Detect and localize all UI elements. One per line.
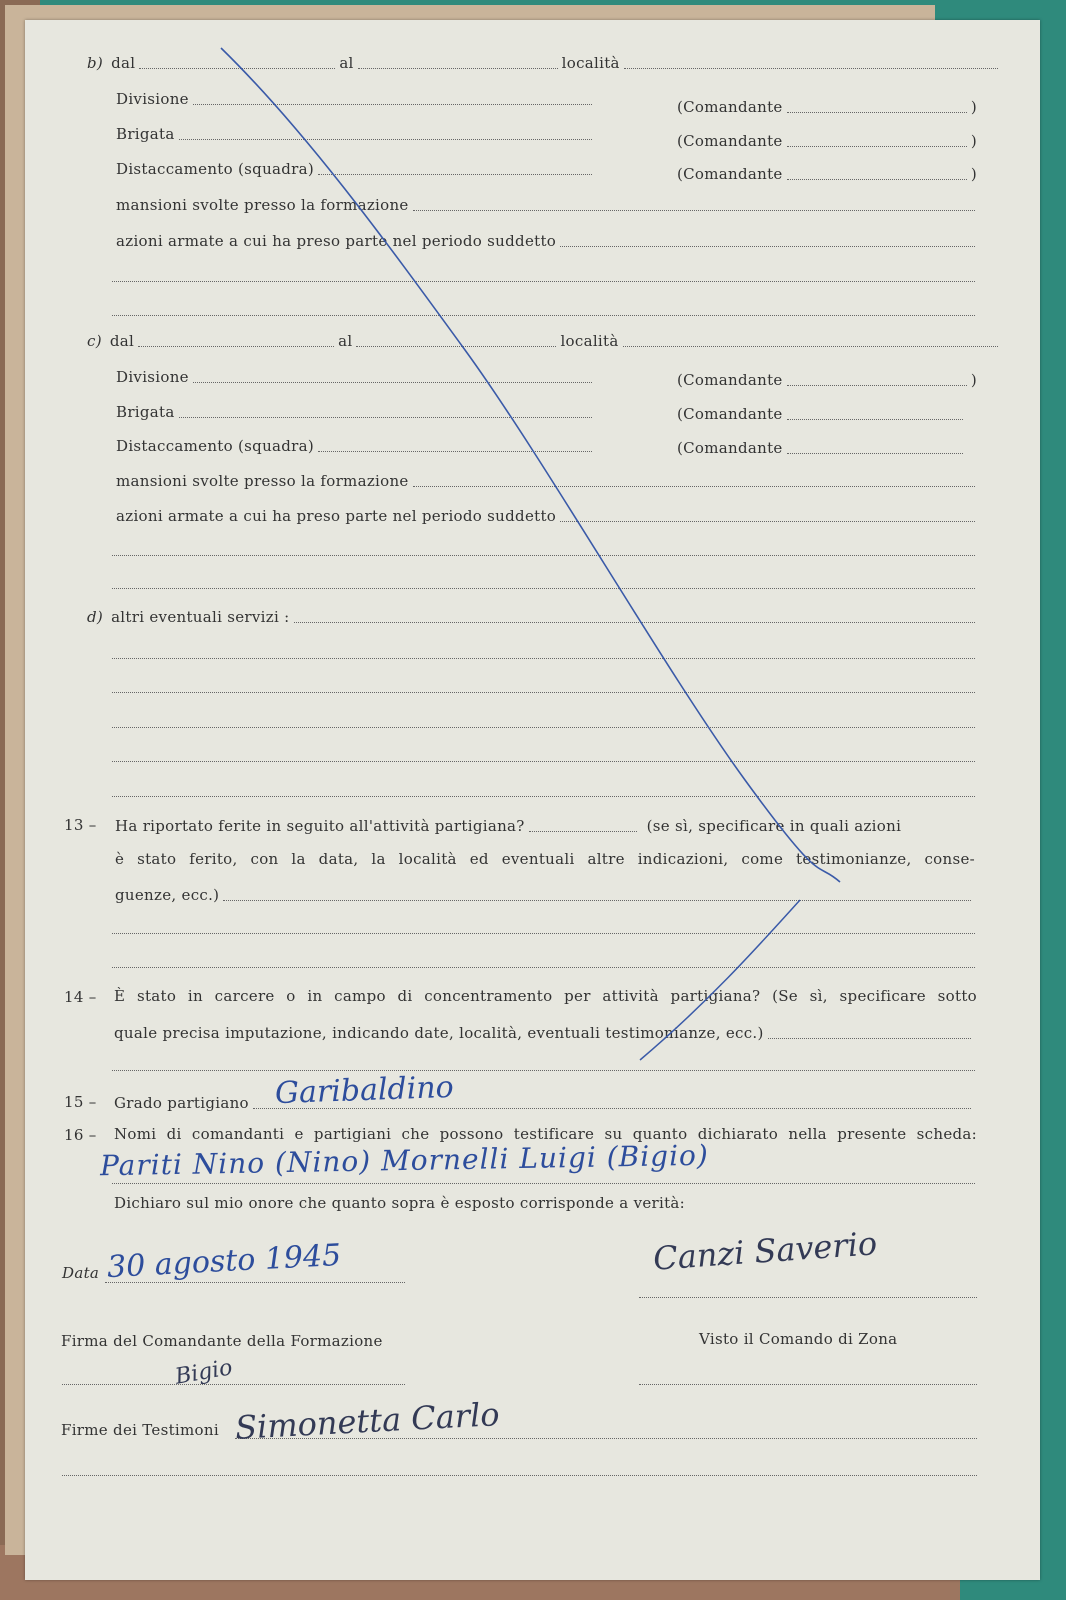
distaccamento-label: Distaccamento (squadra) <box>116 160 315 178</box>
witness-signature-2: Simonetta Carlo <box>234 1395 501 1447</box>
distaccamento-label: Distaccamento (squadra) <box>116 437 315 455</box>
data-label: Data <box>62 1264 100 1282</box>
q13-line2: è stato ferito, con la data, la località ed eventuali altre indicazioni, come testimonianze, conse- <box>115 850 975 868</box>
divisione-label: Divisione <box>116 90 189 108</box>
visto-comando-label: Visto il Comando di Zona <box>699 1330 898 1348</box>
diagonal-strike-line <box>640 900 800 1060</box>
azioni-label: azioni armate a cui ha preso parte nel periodo suddetto <box>116 507 557 525</box>
data-value: 30 agosto 1945 <box>106 1237 343 1286</box>
comandante-label: (Comandante <box>677 439 783 457</box>
q14-number: 14 – <box>64 988 97 1006</box>
dal-label: dal <box>109 332 135 350</box>
q13-number: 13 – <box>64 816 97 834</box>
comandante-close: ) <box>970 98 977 116</box>
declaration-text: Dichiaro sul mio onore che quanto sopra è esposto corrisponde a verità: <box>114 1194 686 1212</box>
diagonal-strike-line <box>221 48 840 882</box>
q13-question: Ha riportato ferite in seguito all'attività partigiana? <box>115 817 525 835</box>
section-c-letter: c) <box>87 332 102 350</box>
comandante-close: ) <box>970 165 977 183</box>
mansioni-label: mansioni svolte presso la formazione <box>116 472 409 490</box>
brigata-label: Brigata <box>116 125 175 143</box>
localita-label: località <box>560 332 619 350</box>
declarant-signature: Canzi Saverio <box>651 1224 879 1278</box>
divisione-label: Divisione <box>116 368 189 386</box>
section-b-letter: b) <box>87 54 104 72</box>
q16-label: Nomi di comandanti e partigiani che possono testificare su quanto dichiarato nella presente scheda: <box>114 1125 977 1143</box>
q15-label: Grado partigiano <box>114 1094 249 1112</box>
firma-comandante-label: Firma del Comandante della Formazione <box>61 1332 383 1350</box>
comandante-label: (Comandante <box>677 132 783 150</box>
q13-guenze: guenze, ecc.) <box>115 886 220 904</box>
q13-instructions: (se sì, specificare in quali azioni <box>646 817 902 835</box>
comandante-label: (Comandante <box>677 98 783 116</box>
q14-line1: È stato in carcere o in campo di concentramento per attività partigiana? (Se sì, specificare sotto <box>114 987 977 1005</box>
comandante-close: ) <box>970 132 977 150</box>
al-label: al <box>338 332 353 350</box>
testimoni-names-value: Pariti Nino (Nino) Mornelli Luigi (Bigio) <box>99 1138 710 1183</box>
comandante-label: (Comandante <box>677 405 783 423</box>
pen-strike-through <box>25 20 1040 1580</box>
comandante-label: (Comandante <box>677 165 783 183</box>
comandante-label: (Comandante <box>677 371 783 389</box>
form-sheet <box>25 20 1040 1580</box>
altri-servizi-label: altri eventuali servizi : <box>111 608 290 626</box>
mansioni-label: mansioni svolte presso la formazione <box>116 196 409 214</box>
q15-number: 15 – <box>64 1093 97 1111</box>
section-d-letter: d) <box>87 608 104 626</box>
witness-signature-1: Bigio <box>173 1355 235 1390</box>
azioni-label: azioni armate a cui ha preso parte nel periodo suddetto <box>116 232 557 250</box>
dal-label: dal <box>111 54 136 72</box>
q16-number: 16 – <box>64 1126 97 1144</box>
firme-testimoni-label: Firme dei Testimoni <box>61 1421 219 1439</box>
brigata-label: Brigata <box>116 403 175 421</box>
al-label: al <box>339 54 354 72</box>
localita-label: località <box>561 54 620 72</box>
comandante-close: ) <box>970 371 977 389</box>
grado-partigiano-value: Garibaldino <box>274 1069 455 1112</box>
q14-imputazione: quale precisa imputazione, indicando date, località, eventuali testimonianze, ecc.) <box>114 1024 764 1042</box>
